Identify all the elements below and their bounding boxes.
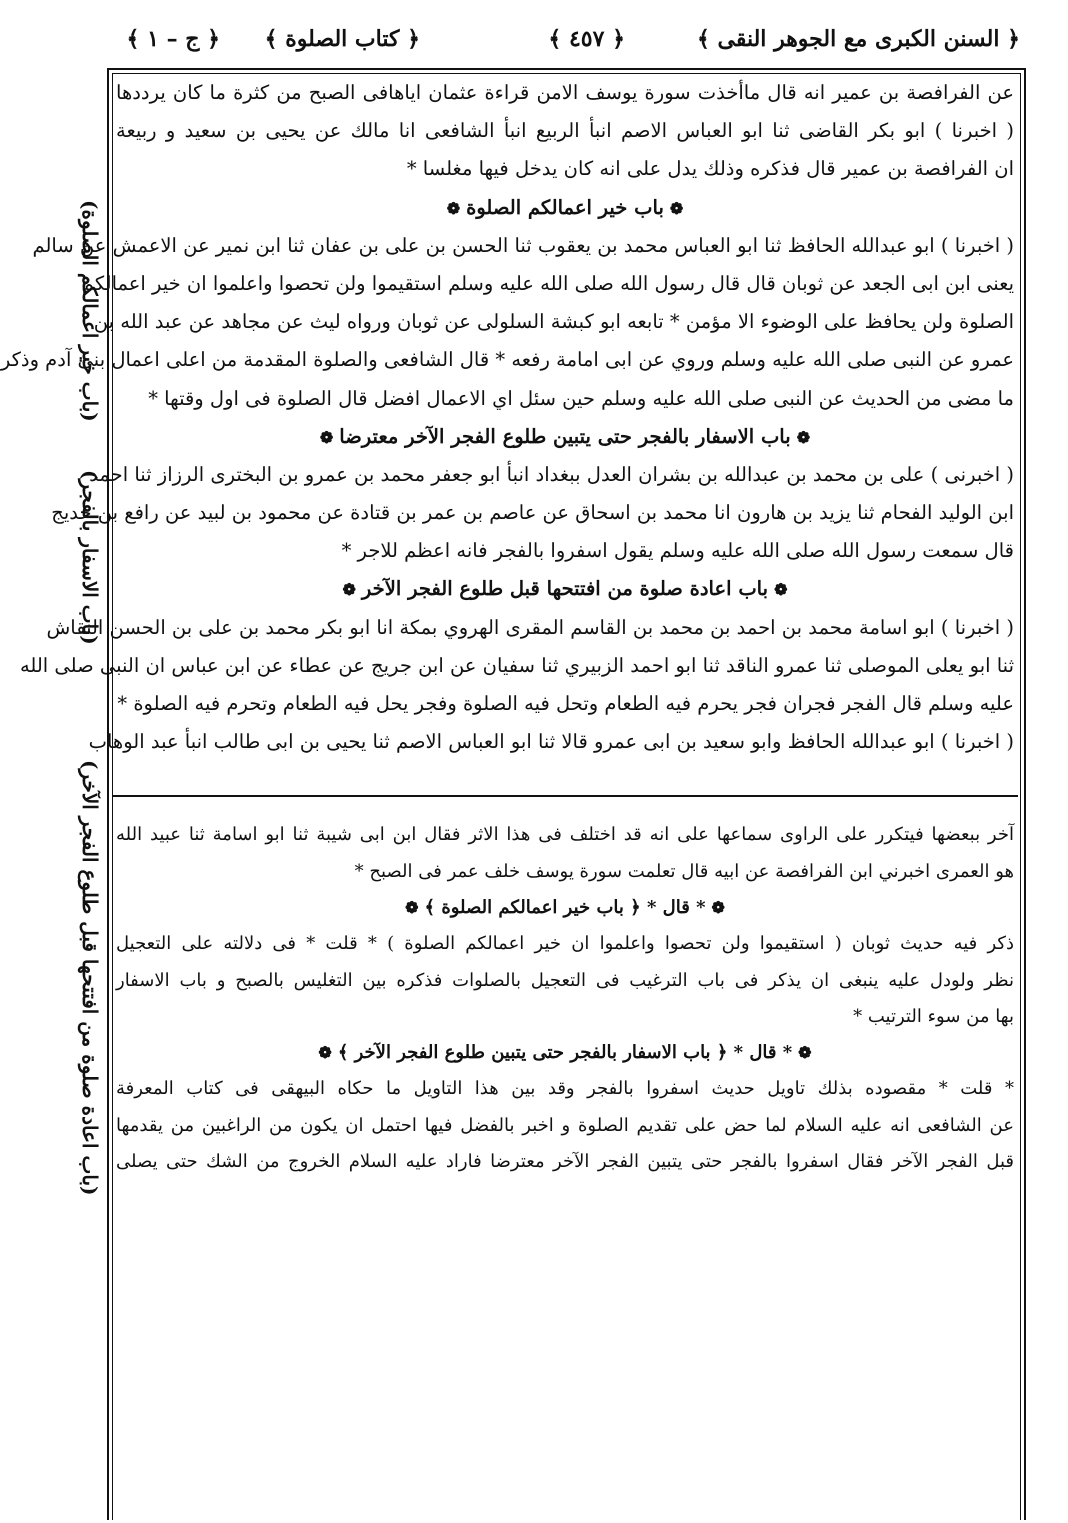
ornament-icon: ❁ [446,198,461,218]
section-heading [112,189,1018,227]
ornament-icon: ❁ [669,198,684,218]
text-line: ( اخبرنا ) ابو عبدالله الحافظ ثنا ابو العباس محمد بن يعقوب ثنا الحسن بن على بن عفان ثنا ابن نمير عن الاعمش عن سالم [32,233,1014,257]
ornament-icon: ❁ [774,580,788,600]
text-line: ما مضى من الحديث عن النبى صلى الله عليه وسلم حين سئل اي الاعمال افضل قال الصلوة فى اول وقتها * [148,386,1014,410]
section-heading [112,418,1018,456]
text-line: هو العمرى اخبرني ابن الفرافصة عن ابيه قال تعلمت سورة يوسف خلف عمر فى الصبح * [354,860,1014,882]
margin-note: (باب خير اعمالكم الصلوة) [78,200,102,422]
text-line: ( اخبرنا ) ابو عبدالله الحافظ وابو سعيد بن ابى عمرو قالا ثنا ابو العباس الاصم ثنا يحيى بن ابى طالب انبأ عبد الوهاب [88,730,1014,754]
running-title: ﴿ السنن الكبرى مع الجوهر النقى ﴾ [696,26,1020,52]
text-line: عليه وسلم قال الفجر فجران فجر يحرم فيه الطعام وتحل فيه الصلوة وفجر يحل فيه الطعام وتحرم فيه الصلوة * [117,692,1014,715]
page-content [0,74,1018,1180]
text-line: يعنى ابن ابى الجعد عن ثوبان قال قال رسول الله صلى الله عليه وسلم استقيموا ولن تحصوا واعلموا ان خير اعمالكم [81,271,1014,295]
book-title: ﴿ كتاب الصلوة ﴾ [264,26,420,52]
section-heading [112,1035,1018,1071]
text-line: الصلوة ولن يحافظ على الوضوء الا مؤمن * تابعه ابو كبشة السلولى عن ثوبان ورواه ليث عن مجاهد عن عبد الله بن [93,310,1014,334]
section-heading [112,890,1018,926]
ornament-icon: ❁ [796,427,811,447]
text-line: بها من سوء الترتيب * [853,1005,1014,1027]
text-line: عن الفرافصة بن عمير انه قال ماأخذت سورة يوسف الامن قراءة عثمان اياهافى الصبح من كثرة ما كان يرددها [116,81,1014,104]
text-line: ثنا ابو يعلى الموصلى ثنا عمرو الناقد ثنا ابو احمد الزبيري ثنا سفيان عن ابن جريج عن عطاء عن ابن عباس ان النبى صلى الله [19,653,1014,677]
text-line: * قلت * مقصوده بذلك تاويل حديث اسفروا بالفجر وقد بين هذا التاويل ما حكاه البيهقى فى كتاب المعرفة [116,1078,1014,1100]
text-line: ( اخبرنا ) ابو اسامة محمد بن احمد بن محمد بن القاسم المقرى الهروي بمكة انا ابو بكر محمد بن على بن الحسن النقاش [46,615,1014,639]
ornament-icon: ❁ [342,580,356,600]
heading-text: باب الاسفار بالفجر حتى يتبين طلوع الفجر الآخر معترضا [339,424,791,448]
page-number: ﴿ ٤٥٧ ﴾ [548,26,625,52]
ornament-icon: ❁ [319,427,334,447]
text-line: ابن الوليد الفحام ثنا يزيد بن هارون انا محمد بن اسحاق عن عاصم بن عمر بن قتادة عن محمود بن لبيد عن رافع بن خديج [51,501,1014,525]
text-line: قبل الفجر الآخر فقال اسفروا بالفجر حتى يتبين الفجر الآخر معترضا فاراد عليه السلام الخروج من الشك حتى يصلى [116,1151,1014,1173]
text-line: ( اخبرنى ) على بن محمد بن عبدالله بن بشران العدل ببغداد انبأ ابو جعفر محمد بن عمرو بن البخترى الرزاز ثنا احمد [89,462,1014,486]
heading-text: * قال * ﴿ باب خير اعمالكم الصلوة ﴾ [424,896,706,918]
ornament-icon: ❁ [798,1043,812,1063]
ornament-icon: ❁ [711,897,725,917]
main-text [0,74,1018,761]
ornament-icon: ❁ [318,1043,332,1063]
margin-note: (باب اعادة صلوة من افتتحها قبل طلوع الفجر الآخر) [78,760,102,1196]
section-heading [112,570,1018,608]
text-line: عن الشافعى انه عليه السلام لما حض على تقديم الصلوة و اخبر بالفضل فيها احتمل ان يكون من الراغبين من يقدمها [116,1114,1014,1136]
heading-text: * قال * ﴿ باب الاسفار بالفجر حتى يتبين طلوع الفجر الآخر ﴾ [337,1042,793,1064]
text-line: نظر ولودل عليه ينبغى ان يذكر فى باب الترغيب فى التعجيل بالصلوات فذكره بين التغليس بالصبح و باب الاسفار [116,969,1014,991]
page-header [120,22,1020,62]
text-line: عمرو عن النبى صلى الله عليه وسلم وروي عن ابى امامة رفعه * قال الشافعى والصلوة المقدمة من اعلى اعمال بنى آدم وذكر [0,348,1014,372]
ornament-icon: ❁ [405,897,419,917]
text-line: ان الفرافصة بن عمير قال فذكره وذلك يدل على انه كان يدخل فيها مغلسا * [406,157,1014,181]
footnote-divider [112,795,1018,797]
commentary-text [112,817,1018,1180]
text-line: ذكر فيه حديث ثوبان ( استقيموا ولن تحصوا واعلموا ان خير اعمالكم الصلوة ) * قلت * فى دلالته على التعجيل [116,933,1014,955]
margin-note: (باب الاسفار بالفجر) [78,470,102,645]
text-line: آخر ببعضها فيتكرر على الراوى سماعها على انه قد اختلف فى هذا الاثر فقال ابن ابى شيبة ثنا ابو اسامة ثنا عبيد الله [116,824,1014,846]
text-line: قال سمعت رسول الله صلى الله عليه وسلم يقول اسفروا بالفجر فانه اعظم للاجر * [341,539,1014,563]
heading-text: باب خير اعمالكم الصلوة [466,195,664,219]
text-line: ( اخبرنا ) ابو بكر القاضى ثنا ابو العباس الاصم انبأ الربيع انبأ الشافعى انا مالك عن يحيى بن سعيد و ربيعة [116,119,1014,143]
heading-text: باب اعادة صلوة من افتتحها قبل طلوع الفجر الآخر [361,577,769,601]
volume-label: ﴿ ج – ١ ﴾ [126,26,220,52]
